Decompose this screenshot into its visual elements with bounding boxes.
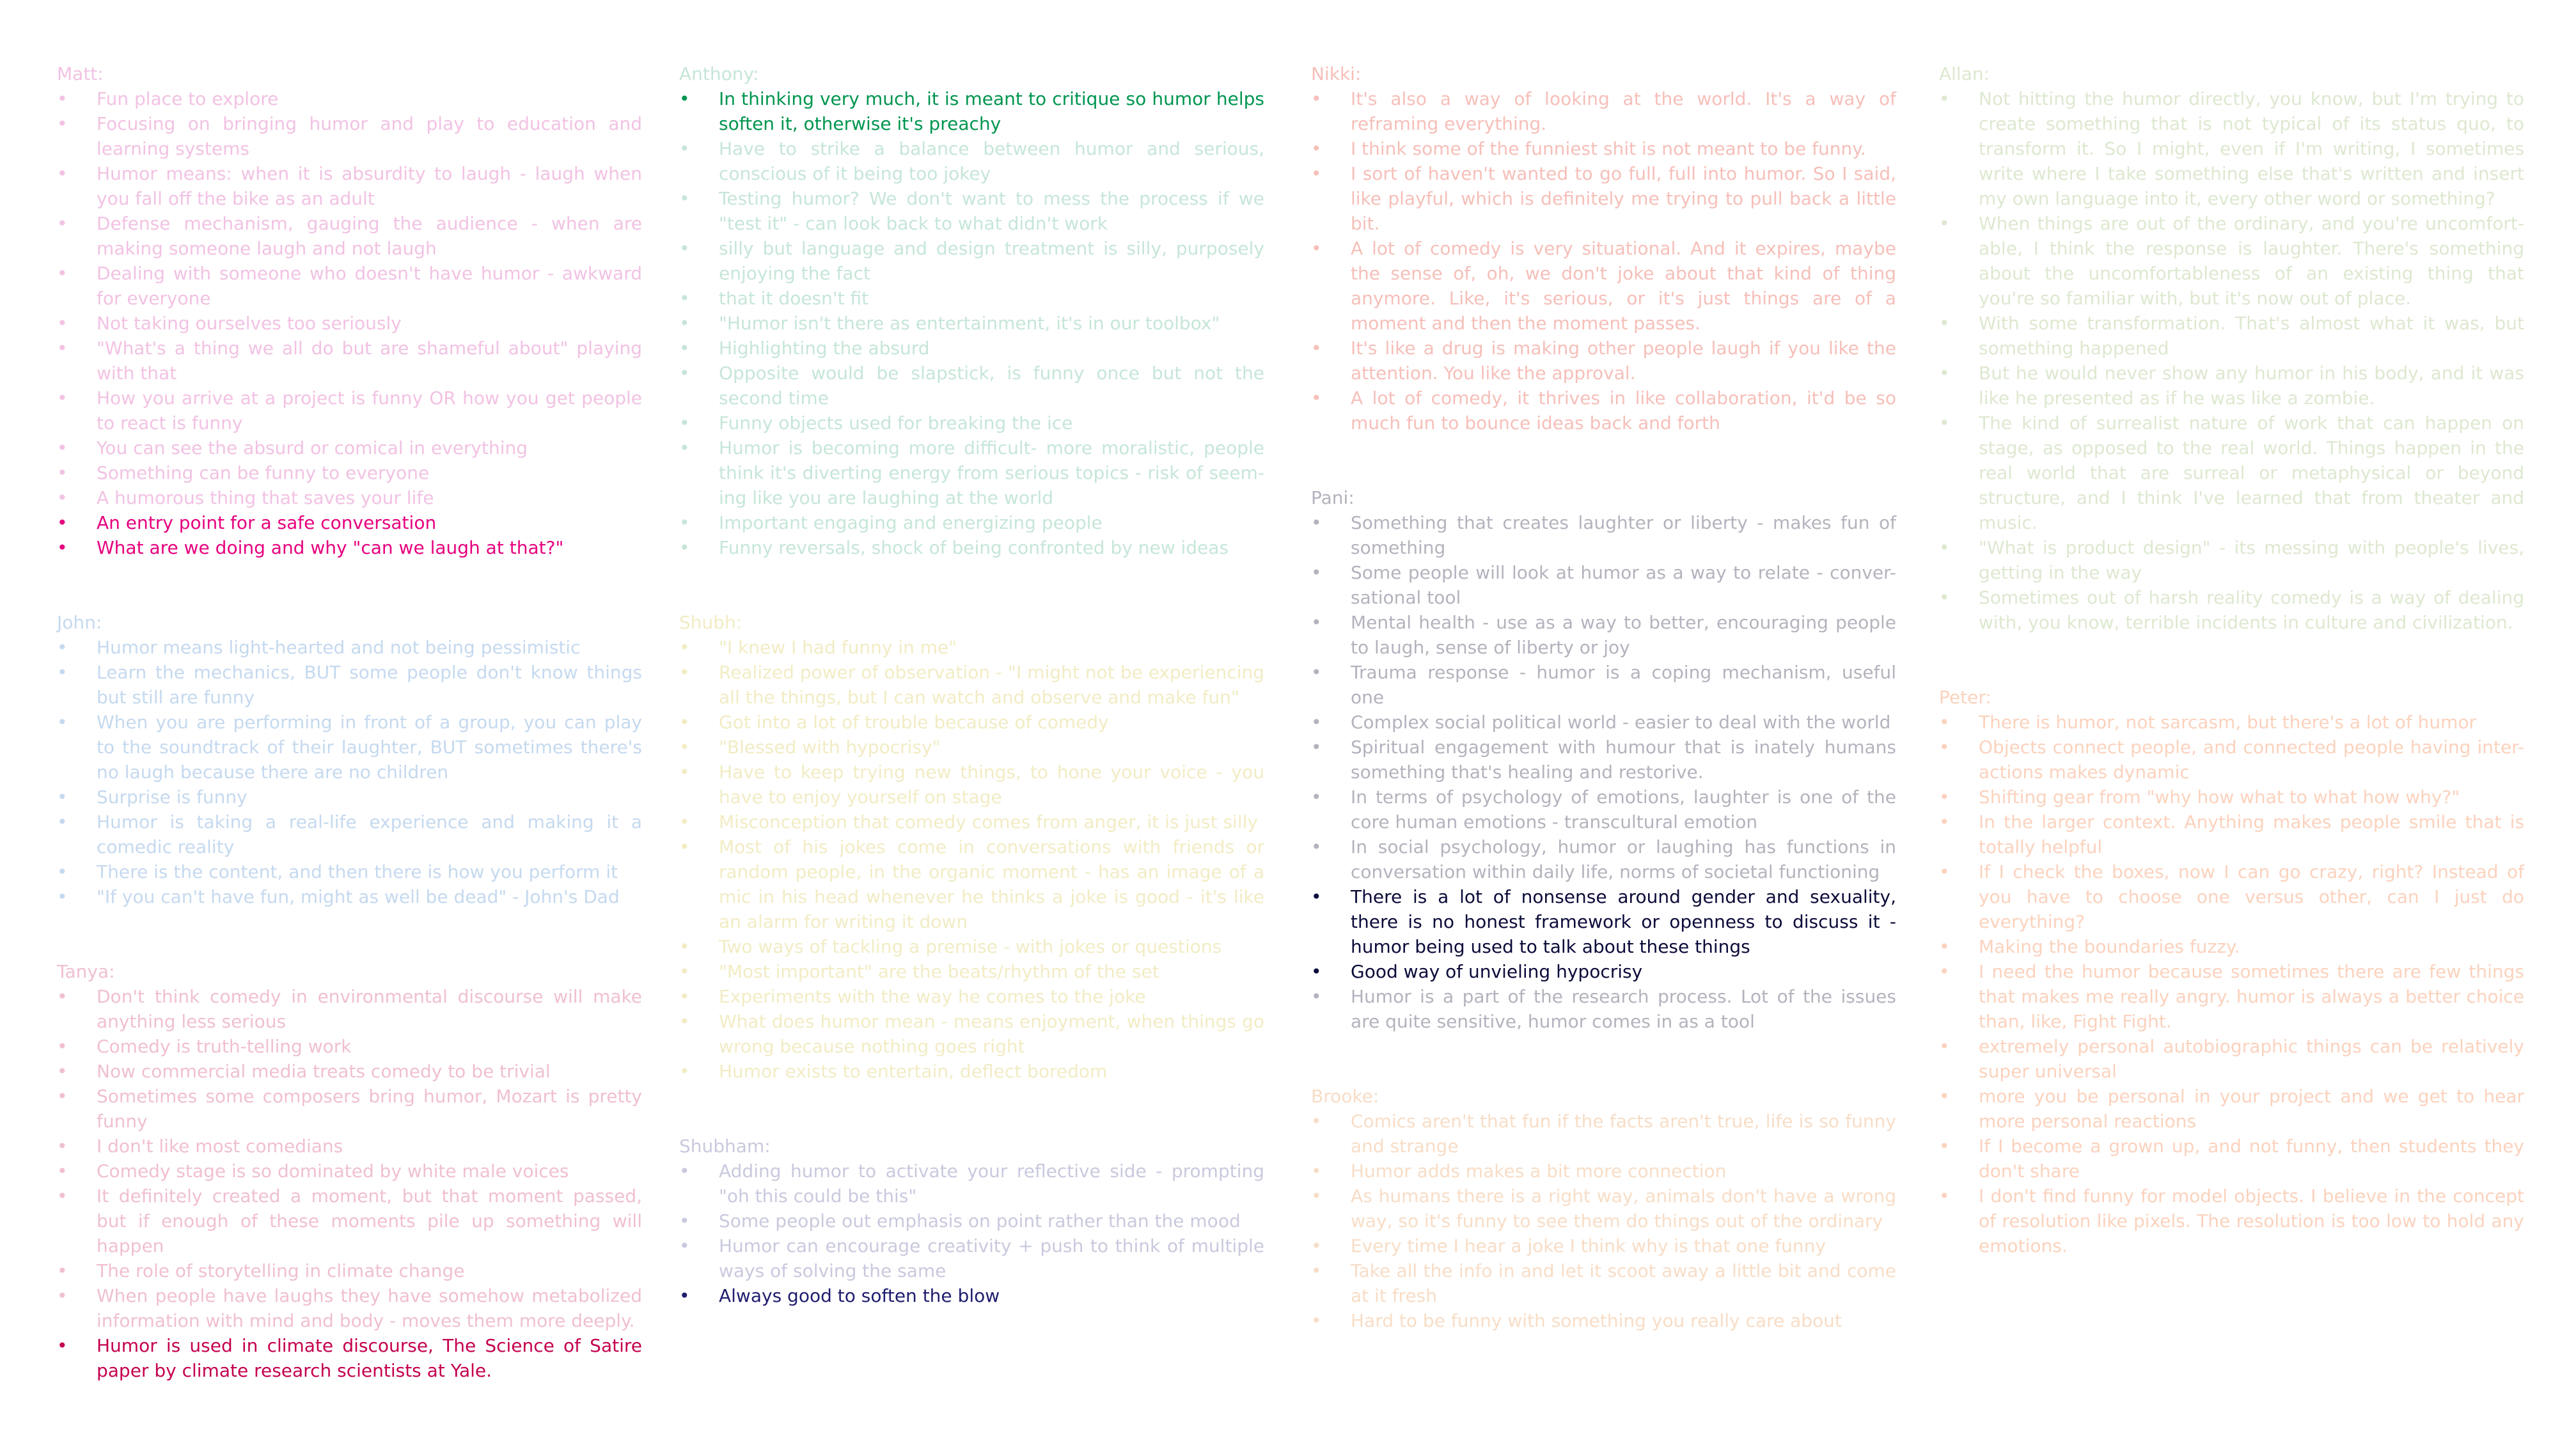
quote: • In terms of psychology of emotions, laughter is one of the core human emotions - transcultural emotion — [1311, 785, 1896, 834]
quote-list — [1939, 86, 2524, 635]
quote: • Something can be funny to everyone — [57, 460, 642, 485]
interviewee-section — [679, 1134, 1264, 1308]
quote: • When things are out of the ordinary, and you're uncomfort-able, I think the response is laughter. There's something about the uncomfortableness of an existing thing that you're so familiar with, but it's now out of place. — [1939, 211, 2524, 311]
quote: • With some transformation. That's almost what it was, but something happened — [1939, 311, 2524, 361]
quote: • Don't think comedy in environmental discourse will make anything less serious — [57, 984, 642, 1034]
interviewee-section — [1311, 1084, 1896, 1333]
quote: • "Humor isn't there as entertainment, it's in our toolbox" — [679, 311, 1264, 336]
column-3 — [1311, 61, 1896, 1383]
highlighted-quote: • Good way of unvieling hypocrisy — [1311, 959, 1896, 984]
quote: • Mental health - use as a way to better, encouraging people to laugh, sense of liberty or joy — [1311, 610, 1896, 660]
quote: • Some people out emphasis on point rather than the mood — [679, 1208, 1264, 1233]
highlighted-quote: • There is a lot of nonsense around gender and sexuality, there is no honest framework or openness to discuss it - humor being used to talk about these things — [1311, 884, 1896, 959]
interviewee-section — [1939, 61, 2524, 635]
quote: • Have to keep trying new things, to hone your voice - you have to enjoy yourself on stage — [679, 760, 1264, 809]
quote: • Defense mechanism, gauging the audience - when are making someone laugh and not laugh — [57, 211, 642, 261]
quote: • Focusing on bringing humor and play to education and learning systems — [57, 111, 642, 161]
quote: • Testing humor? We don't want to mess the process if we "test it" - can look back to what didn't work — [679, 186, 1264, 236]
interviewee-section — [679, 61, 1264, 560]
quote: • How you arrive at a project is funny OR how you get people to react is funny — [57, 386, 642, 435]
interviewee-name: Shubham: — [679, 1136, 771, 1157]
quote: • There is the content, and then there is how you perform it — [57, 859, 642, 884]
quote: • "Blessed with hypocrisy" — [679, 735, 1264, 760]
quote: • Hard to be funny with something you really care about — [1311, 1308, 1896, 1333]
quote-list — [1939, 710, 2524, 1258]
quote: • If I check the boxes, now I can go crazy, right? Instead of you have to choose one versus other, can I just do everything? — [1939, 859, 2524, 934]
interviewee-section — [57, 61, 642, 560]
quote: • I sort of haven't wanted to go full, full into humor. So I said, like playful, which is definitely me trying to pull back a little bit. — [1311, 161, 1896, 236]
quote: • Adding humor to activate your reflective side - prompting "oh this could be this" — [679, 1159, 1264, 1208]
quote: • When people have laughs they have somehow metabolized information with mind and body - moves them more deeply. — [57, 1283, 642, 1333]
quote: • Experiments with the way he comes to the joke — [679, 984, 1264, 1009]
quote: • extremely personal autobiographic things can be relatively super universal — [1939, 1034, 2524, 1084]
quote: • Objects connect people, and connected people having inter-actions makes dynamic — [1939, 735, 2524, 785]
quote: • Funny reversals, shock of being confronted by new ideas — [679, 535, 1264, 560]
quote-list — [1311, 510, 1896, 1034]
column-4 — [1939, 61, 2524, 1308]
quote-list — [679, 86, 1264, 560]
quote: • A lot of comedy is very situational. And it expires, maybe the sense of, oh, we don't joke about that kind of thing anymore. Like, it's serious, or it's just things are of a moment and then the moment passes. — [1311, 236, 1896, 336]
quote: • Humor is taking a real-life experience and making it a comedic reality — [57, 809, 642, 859]
quote-list — [1311, 86, 1896, 435]
quote: • It's like a drug is making other people laugh if you like the attention. You like the approval. — [1311, 336, 1896, 386]
interviewee-section — [679, 610, 1264, 1084]
column-2 — [679, 61, 1264, 1358]
quote: • Got into a lot of trouble because of comedy — [679, 710, 1264, 735]
quote: • What does humor mean - means enjoyment, when things go wrong because nothing goes right — [679, 1009, 1264, 1059]
quote: • A humorous thing that saves your life — [57, 485, 642, 510]
quote: • Humor means: when it is absurdity to laugh - laugh when you fall off the bike as an adult — [57, 161, 642, 211]
quote: • Misconception that comedy comes from anger, it is just silly — [679, 809, 1264, 834]
quote-list — [1311, 1109, 1896, 1333]
interviewee-section — [57, 610, 642, 909]
quote: • As humans there is a right way, animals don't have a wrong way, so it's funny to see them do things out of the ordinary — [1311, 1184, 1896, 1233]
quote: • Not hitting the humor directly, you know, but I'm trying to create something that is not typical of its status quo, to transform it. So I might, even if I'm writing, I sometimes write where I take something else that's written and insert my own language into it, every other word or something? — [1939, 86, 2524, 211]
column-1 — [57, 61, 642, 1433]
quote: • "I knew I had funny in me" — [679, 635, 1264, 660]
quote: • Humor means light-hearted and not being pessimistic — [57, 635, 642, 660]
interviewee-name: Peter: — [1939, 687, 1991, 708]
quote-list — [679, 1159, 1264, 1308]
quote: • Humor adds makes a bit more connection — [1311, 1159, 1896, 1184]
quote: • I don't find funny for model objects. I believe in the concept of resolution like pixels. The resolution is too low to hold any emotions. — [1939, 1184, 2524, 1258]
quote: • I think some of the funniest shit is not meant to be funny. — [1311, 136, 1896, 161]
quote: • Now commercial media treats comedy to be trivial — [57, 1059, 642, 1084]
quote: • Every time I hear a joke I think why is that one funny — [1311, 1233, 1896, 1258]
interviewee-section — [1311, 485, 1896, 1034]
interviewee-name: Nikki: — [1311, 63, 1362, 84]
quote: • Humor is becoming more difficult- more moralistic, people think it's diverting energy from serious topics - risk of seem-ing like you are laughing at the world — [679, 435, 1264, 510]
quote: • The kind of surrealist nature of work that can happen on stage, as opposed to the real world. Things happen in the real world that are surreal or metaphysical or beyond structure, and I think I've learned that from theater and music. — [1939, 410, 2524, 535]
quote: • Dealing with someone who doesn't have humor - awkward for everyone — [57, 261, 642, 311]
quote: • Have to strike a balance between humor and serious, conscious of it being too jokey — [679, 136, 1264, 186]
quote-list — [57, 635, 642, 909]
highlighted-quote: • In thinking very much, it is meant to critique so humor helps soften it, otherwise it's preachy — [679, 86, 1264, 136]
quote: • You can see the absurd or comical in everything — [57, 435, 642, 460]
quote: • Humor exists to entertain, deflect boredom — [679, 1059, 1264, 1084]
quote: • that it doesn't fit — [679, 286, 1264, 311]
interviewee-name: Shubh: — [679, 612, 742, 633]
quote-list — [57, 86, 642, 560]
quote: • Highlighting the absurd — [679, 336, 1264, 361]
interviewee-name: Tanya: — [57, 961, 115, 982]
interviewee-name: Brooke: — [1311, 1086, 1379, 1107]
quote: • Something that creates laughter or liberty - makes fun of something — [1311, 510, 1896, 560]
highlighted-quote: • Humor is used in climate discourse, The Science of Satire paper by climate research scientists at Yale. — [57, 1333, 642, 1383]
quote: • Important engaging and energizing people — [679, 510, 1264, 535]
quote: • "Most important" are the beats/rhythm of the set — [679, 959, 1264, 984]
quote: • Making the boundaries fuzzy. — [1939, 934, 2524, 959]
interviewee-name: John: — [57, 612, 102, 633]
quote: • I don't like most comedians — [57, 1134, 642, 1159]
quote: • Spiritual engagement with humour that is inately humans something that's healing and restorive. — [1311, 735, 1896, 785]
quote: • Realized power of observation - "I might not be experiencing all the things, but I can watch and observe and make fun" — [679, 660, 1264, 710]
quote: • "If you can't have fun, might as well be dead" - John's Dad — [57, 884, 642, 909]
quote: • Humor is a part of the research process. Lot of the issues are quite sensitive, humor comes in as a tool — [1311, 984, 1896, 1034]
quote: • Fun place to explore — [57, 86, 642, 111]
quote: • Take all the info in and let it scoot away a little bit and come at it fresh — [1311, 1258, 1896, 1308]
quote: • It's also a way of looking at the world. It's a way of reframing everything. — [1311, 86, 1896, 136]
quote: • A lot of comedy, it thrives in like collaboration, it'd be so much fun to bounce ideas back and forth — [1311, 386, 1896, 435]
quote: • But he would never show any humor in his body, and it was like he presented as if he was like a zombie. — [1939, 361, 2524, 410]
highlighted-quote: • Always good to soften the blow — [679, 1283, 1264, 1308]
interviewee-name: Matt: — [57, 63, 104, 84]
quote: • Trauma response - humor is a coping mechanism, useful one — [1311, 660, 1896, 710]
interviewee-section — [1311, 61, 1896, 435]
highlighted-quote: • What are we doing and why "can we laugh at that?" — [57, 535, 642, 560]
quote: • If I become a grown up, and not funny, then students they don't share — [1939, 1134, 2524, 1184]
quote: • "What is product design" - its messing with people's lives, getting in the way — [1939, 535, 2524, 585]
quote: • Learn the mechanics, BUT some people don't know things but still are funny — [57, 660, 642, 710]
quote: • Humor can encourage creativity + push to think of multiple ways of solving the same — [679, 1233, 1264, 1283]
quote: • In social psychology, humor or laughing has functions in conversation within daily life, norms of societal functioning — [1311, 834, 1896, 884]
quote: • Opposite would be slapstick, is funny once but not the second time — [679, 361, 1264, 410]
quote: • Shifting gear from "why how what to what how why?" — [1939, 785, 2524, 809]
quote: • Complex social political world - easier to deal with the world — [1311, 710, 1896, 735]
quote: • In the larger context. Anything makes people smile that is totally helpful — [1939, 809, 2524, 859]
interviewee-section — [1939, 685, 2524, 1258]
quote: • Two ways of tackling a premise - with jokes or questions — [679, 934, 1264, 959]
quote: • "What's a thing we all do but are shameful about" playing with that — [57, 336, 642, 386]
highlighted-quote: • An entry point for a safe conversation — [57, 510, 642, 535]
quote: • It definitely created a moment, but that moment passed, but if enough of these moments pile up something will happen — [57, 1184, 642, 1258]
quote: • more you be personal in your project and we get to hear more personal reactions — [1939, 1084, 2524, 1134]
quote-list — [679, 635, 1264, 1084]
quote-list — [57, 984, 642, 1383]
quote: • Comedy is truth-telling work — [57, 1034, 642, 1059]
quote: • Most of his jokes come in conversations with friends or random people, in the organic moment - has an image of a mic in his head whenever he thinks a joke is good - it's like an alarm for writing it down — [679, 834, 1264, 934]
quote: • Funny objects used for breaking the ice — [679, 410, 1264, 435]
quote: • There is humor, not sarcasm, but there's a lot of humor — [1939, 710, 2524, 735]
quote: • Sometimes some composers bring humor, Mozart is pretty funny — [57, 1084, 642, 1134]
quote: • The role of storytelling in climate change — [57, 1258, 642, 1283]
quote: • When you are performing in front of a group, you can play to the soundtrack of their laughter, BUT sometimes there's no laugh because there are no children — [57, 710, 642, 785]
quote: • Not taking ourselves too seriously — [57, 311, 642, 336]
interviewee-name: Anthony: — [679, 63, 759, 84]
quote: • silly but language and design treatment is silly, purposely enjoying the fact — [679, 236, 1264, 286]
quote: • Comics aren't that fun if the facts aren't true, life is so funny and strange — [1311, 1109, 1896, 1159]
interviewee-name: Pani: — [1311, 487, 1355, 508]
quote: • Sometimes out of harsh reality comedy is a way of dealing with, you know, terrible incidents in culture and civilization. — [1939, 585, 2524, 635]
quote: • Some people will look at humor as a way to relate - conver-sational tool — [1311, 560, 1896, 610]
quote: • I need the humor because sometimes there are few things that makes me really angry. humor is always a better choice than, like, Fight Fight. — [1939, 959, 2524, 1034]
quote: • Comedy stage is so dominated by white male voices — [57, 1159, 642, 1184]
quote: • Surprise is funny — [57, 785, 642, 809]
interviewee-name: Allan: — [1939, 63, 1990, 84]
interviewee-section — [57, 959, 642, 1383]
